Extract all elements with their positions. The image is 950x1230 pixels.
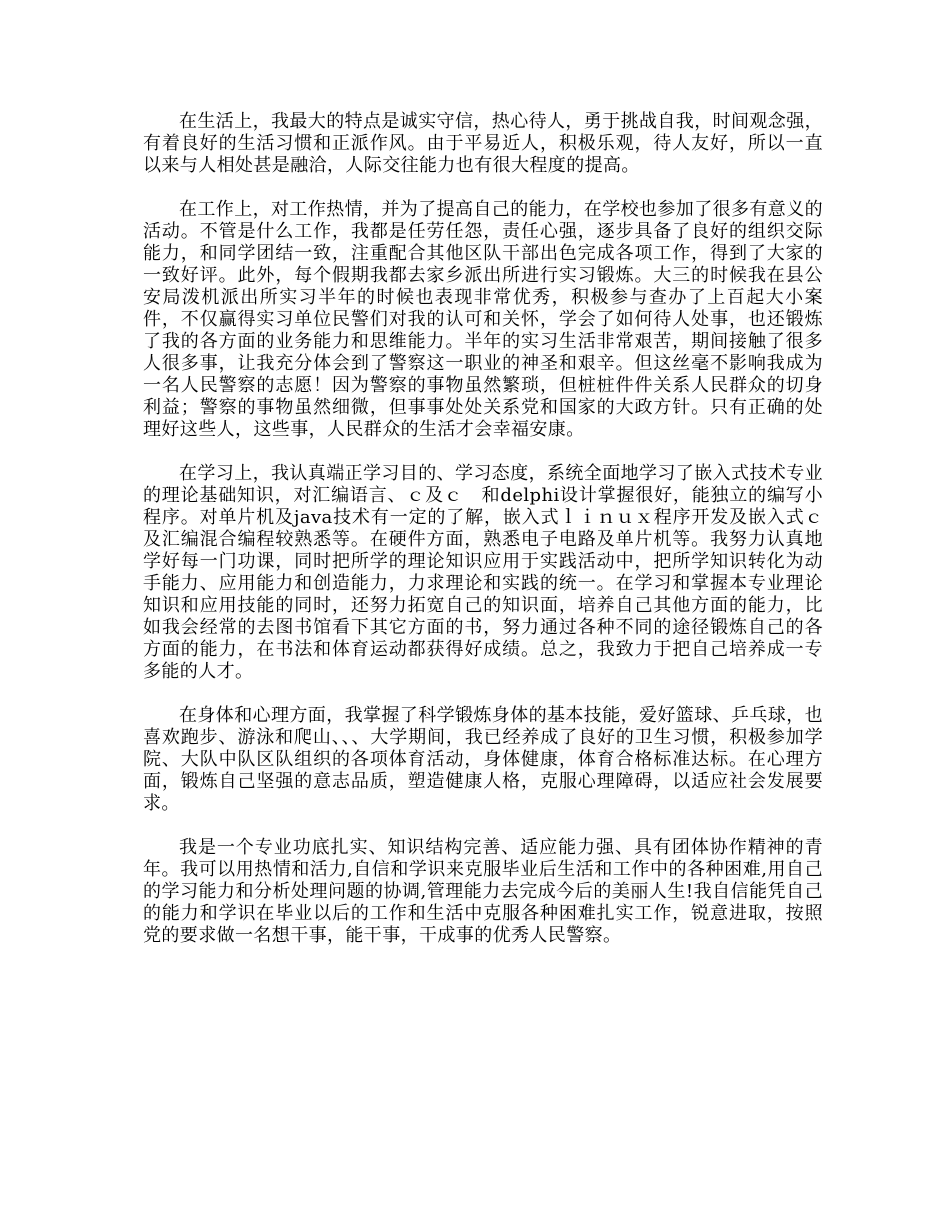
document-body: [143, 111, 823, 969]
paragraph-health: 在身体和心理方面，我掌握了科学锻炼身体的基本技能，爱好篮球、乒乓球，也喜欢跑步、游泳和爬山、、、大学期间，我已经养成了良好的卫生习惯，积极参加学院、大队中队区队组织的各项体育活动，身体健康，体育合格标准达标。在心理方面，锻炼自己坚强的意志品质，塑造健康人格，克服心理障碍，以适应社会发展要求。: [143, 705, 823, 814]
paragraph-life: 在生活上，我最大的特点是诚实守信，热心待人，勇于挑战自我，时间观念强，有着良好的生活习惯和正派作风。由于平易近人，积极乐观，待人友好，所以一直以来与人相处甚是融洽，人际交往能力也有很大程度的提高。: [143, 111, 823, 176]
paragraph-work: 在工作上，对工作热情，并为了提高自己的能力，在学校也参加了很多有意义的活动。不管是什么工作，我都是任劳任怨，责任心强，逐步具备了良好的组织交际能力，和同学团结一致，注重配合其他区队干部出色完成各项工作，得到了大家的一致好评。此外，每个假期我都去家乡派出所进行实习锻炼。大三的时候我在县公安局泼机派出所实习半年的时候也表现非常优秀，积极参与查办了上百起大小案件，不仅赢得实习单位民警们对我的认可和关怀，学会了如何待人处事，也还锻炼了我的各方面的业务能力和思维能力。半年的实习生活非常艰苦，期间接触了很多人很多事，让我充分体会到了警察这一职业的神圣和艰辛。但这丝毫不影响我成为一名人民警察的志愿！因为警察的事物虽然繁琐，但桩桩件件关系人民群众的切身利益；警察的事物虽然细微，但事事处处关系党和国家的大政方针。只有正确的处理好这些人，这些事，人民群众的生活才会幸福安康。: [143, 199, 823, 440]
paragraph-study: 在学习上，我认真端正学习目的、学习态度，系统全面地学习了嵌入式技术专业的理论基础知识，对汇编语言、ｃ及ｃ 和delphi设计掌握很好，能独立的编写小程序。对单片机及java技术有一定的了解，嵌入式ｌｉｎｕｘ程序开发及嵌入式ｃ及汇编混合编程较熟悉等。在硬件方面，熟悉电子电路及单片机等。我努力认真地学好每一门功课，同时把所学的理论知识应用于实践活动中，把所学知识转化为动手能力、应用能力和创造能力，力求理论和实践的统一。在学习和掌握本专业理论知识和应用技能的同时，还努力拓宽自己的知识面，培养自己其他方面的能力，比如我会经常的去图书馆看下其它方面的书，努力通过各种不同的途径锻炼自己的各方面的能力，在书法和体育运动都获得好成绩。总之，我致力于把自己培养成一专多能的人才。: [143, 463, 823, 682]
paragraph-summary: 我是一个专业功底扎实、知识结构完善、适应能力强、具有团体协作精神的青年。我可以用热情和活力,自信和学识来克服毕业后生活和工作中的各种困难,用自己的学习能力和分析处理问题的协调,管理能力去完成今后的美丽人生!我自信能凭自己的能力和学识在毕业以后的工作和生活中克服各种困难扎实工作，锐意进取，按照党的要求做一名想干事，能干事，干成事的优秀人民警察。: [143, 837, 823, 946]
